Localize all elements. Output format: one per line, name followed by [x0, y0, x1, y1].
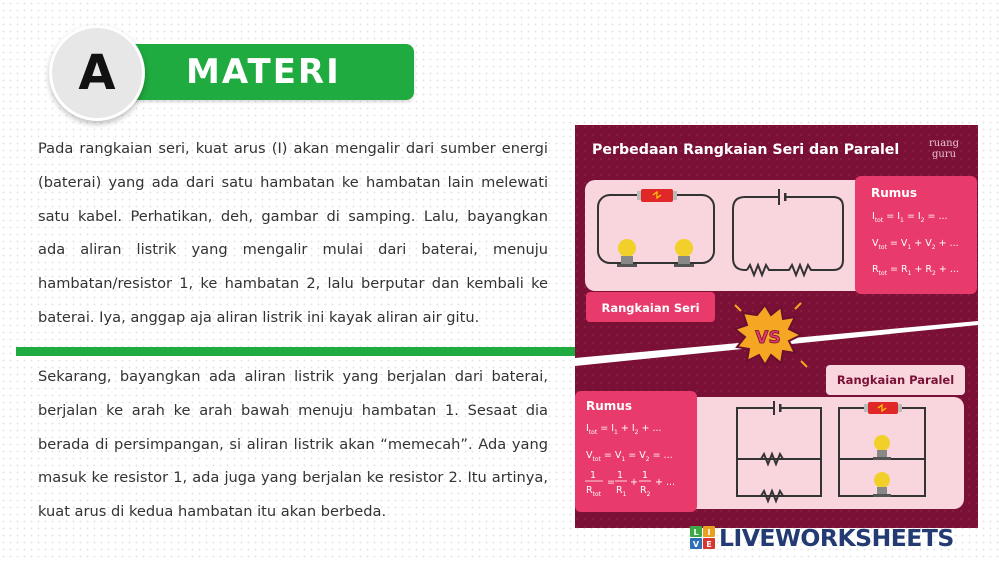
series-label: Rangkaian Seri — [601, 301, 700, 315]
svg-text:R1: $R_1$ — [616, 485, 627, 498]
svg-text:=: = — [607, 477, 615, 488]
liveworksheets-logo-icon — [690, 526, 716, 550]
section-divider — [16, 347, 575, 356]
ruangguru-logo-bottom: guru — [932, 149, 957, 160]
series-formula-title: Rumus — [871, 186, 917, 200]
ruangguru-logo-top: ruang — [929, 138, 960, 149]
svg-text:R2: $R_2$ — [640, 485, 651, 498]
parallel-formula-title: Rumus — [586, 399, 632, 413]
svg-text:V: V — [692, 540, 700, 549]
svg-text:+ ...: + ... — [655, 477, 676, 488]
paragraph-series: Pada rangkaian seri, kuat arus (I) akan mengalir dari sumber energi (baterai) yang ada dari satu hambatan ke hambatan lain melewati satu kabel. Perhatikan, deh, gambar di samping. Lalu, bayangkan ada aliran listrik yang mengalir mulai dari baterai, menuju hambatan/resistor 1, ke hambatan 2, lalu berputar dan kembali ke baterai. Iya, anggap aja aliran listrik ini kayak aliran air gitu. — [38, 140, 548, 326]
svg-text:1: 1 — [641, 470, 649, 481]
vs-label: VS — [755, 328, 781, 348]
liveworksheets-wordmark: LIVEWORKSHEETS — [719, 524, 954, 552]
circuit-infographic — [575, 125, 978, 528]
infographic-title: Perbedaan Rangkaian Seri dan Paralel — [592, 142, 900, 158]
svg-text:+: + — [630, 477, 638, 488]
svg-text:Rtot: $R_{tot}$ — [586, 485, 601, 498]
battery-icon — [868, 402, 898, 414]
section-letter: A — [78, 45, 116, 101]
series-formula-current: $I_{tot} = I_1 = I_2$ = ... — [872, 211, 948, 224]
parallel-formula-current: $I_{tot} = I_1 + I_2$ + ... — [586, 423, 662, 436]
parallel-formula-voltage: $V_{tot} = V_1 = V_2$ = ... — [586, 450, 673, 463]
parallel-circuit-panel — [687, 397, 964, 509]
svg-text:1: 1 — [616, 470, 624, 481]
paragraph-parallel: Sekarang, bayangkan ada aliran listrik yang berjalan dari baterai, berjalan ke arah ke arah bawah menuju hambatan 1. Sesaat dia berada di persimpangan, si aliran listrik akan “memecah”. Ada yang masuk ke resistor 1, ada juga yang berjalan ke resistor 2. Itu artinya, kuat arus di kedua hambatan itu akan berbeda. — [38, 368, 548, 521]
parallel-label: Rangkaian Paralel — [836, 373, 955, 387]
svg-text:L: L — [693, 528, 699, 537]
liveworksheets-brand — [690, 523, 990, 551]
section-title: MATERI — [186, 52, 341, 92]
svg-text:E: E — [706, 540, 712, 549]
series-formula-resistance: $R_{tot} = R_1 + R_2$ + ... — [872, 264, 959, 277]
series-formula-voltage: $V_{tot} = V_1 + V_2$ + ... — [872, 238, 959, 251]
svg-text:I: I — [707, 528, 711, 537]
svg-text:1: 1 — [589, 470, 597, 481]
